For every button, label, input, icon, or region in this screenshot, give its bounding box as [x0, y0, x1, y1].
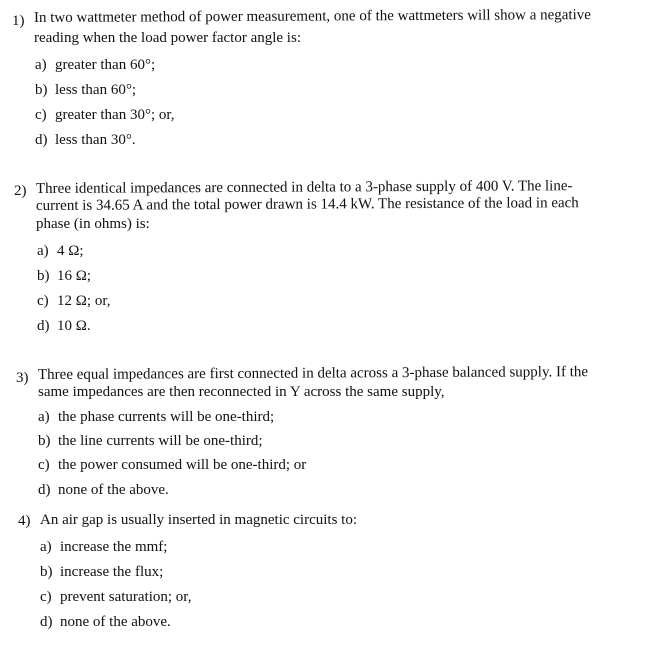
question-text-line: An air gap is usually inserted in magnetic circuits to: [40, 512, 358, 528]
option-c [38, 456, 306, 474]
option-text: less than 60°; [55, 82, 136, 98]
option-text: 10 Ω. [57, 318, 91, 334]
option-a [40, 538, 167, 556]
option-text: 16 Ω; [57, 268, 92, 284]
question-number: 2) [14, 183, 27, 199]
option-letter: c) [35, 107, 47, 123]
option-text: none of the above. [58, 482, 169, 498]
question-number: 4) [18, 513, 31, 529]
option-letter: b) [38, 433, 51, 449]
question-text-line: In two wattmeter method of power measurement, one of the wattmeters will show a negative [33, 7, 591, 26]
option-b [37, 267, 91, 285]
option-b [38, 432, 263, 450]
option-b [40, 563, 163, 581]
option-letter: b) [40, 564, 53, 580]
option-letter: a) [40, 539, 52, 555]
option-a [37, 242, 84, 260]
option-letter: a) [38, 409, 50, 425]
option-d [40, 613, 171, 631]
option-letter: a) [37, 243, 49, 259]
option-letter: d) [38, 482, 51, 498]
question-text-line: same impedances are then reconnected in Y across the same supply, [38, 384, 445, 400]
option-text: increase the mmf; [60, 539, 168, 555]
option-text: less than 30°. [55, 132, 136, 148]
option-letter: d) [40, 614, 53, 630]
option-text: 4 Ω; [57, 243, 84, 259]
option-letter: d) [35, 132, 48, 148]
question-text-line: Three equal impedances are first connected in delta across a 3-phase balanced supply. If the [37, 364, 589, 383]
option-text: prevent saturation; or, [60, 589, 192, 605]
option-c [40, 588, 191, 606]
option-text: 12 Ω; or, [57, 293, 111, 309]
question-text-line: reading when the load power factor angle is: [34, 30, 301, 46]
option-text: the line currents will be one-third; [58, 433, 263, 449]
question-text-line: Three identical impedances are connected in delta to a 3-phase supply of 400 V. The line- [35, 178, 573, 197]
question-number: 3) [16, 370, 29, 386]
option-d [35, 131, 136, 149]
question-number: 1) [12, 13, 25, 29]
option-letter: b) [35, 82, 48, 98]
option-letter: a) [35, 57, 47, 73]
option-letter: d) [37, 318, 50, 334]
question-text-line: current is 34.65 A and the total power drawn is 14.4 kW. The resistance of the load in each [35, 195, 579, 214]
option-letter: c) [38, 457, 50, 473]
option-text: increase the flux; [60, 564, 164, 580]
option-letter: c) [40, 589, 52, 605]
option-c [37, 292, 110, 310]
option-text: greater than 60°; [55, 57, 156, 73]
option-text: the phase currents will be one-third; [58, 409, 275, 425]
option-text: none of the above. [60, 614, 171, 630]
option-b [35, 81, 136, 99]
option-text: the power consumed will be one-third; or [58, 457, 307, 473]
option-a [35, 56, 155, 74]
option-a [38, 408, 274, 426]
option-c [35, 106, 175, 124]
question-text-line: phase (in ohms) is: [36, 216, 150, 232]
option-letter: c) [37, 293, 49, 309]
option-d [38, 481, 169, 499]
option-text: greater than 30°; or, [55, 107, 175, 123]
option-letter: b) [37, 268, 50, 284]
option-d [37, 317, 91, 335]
